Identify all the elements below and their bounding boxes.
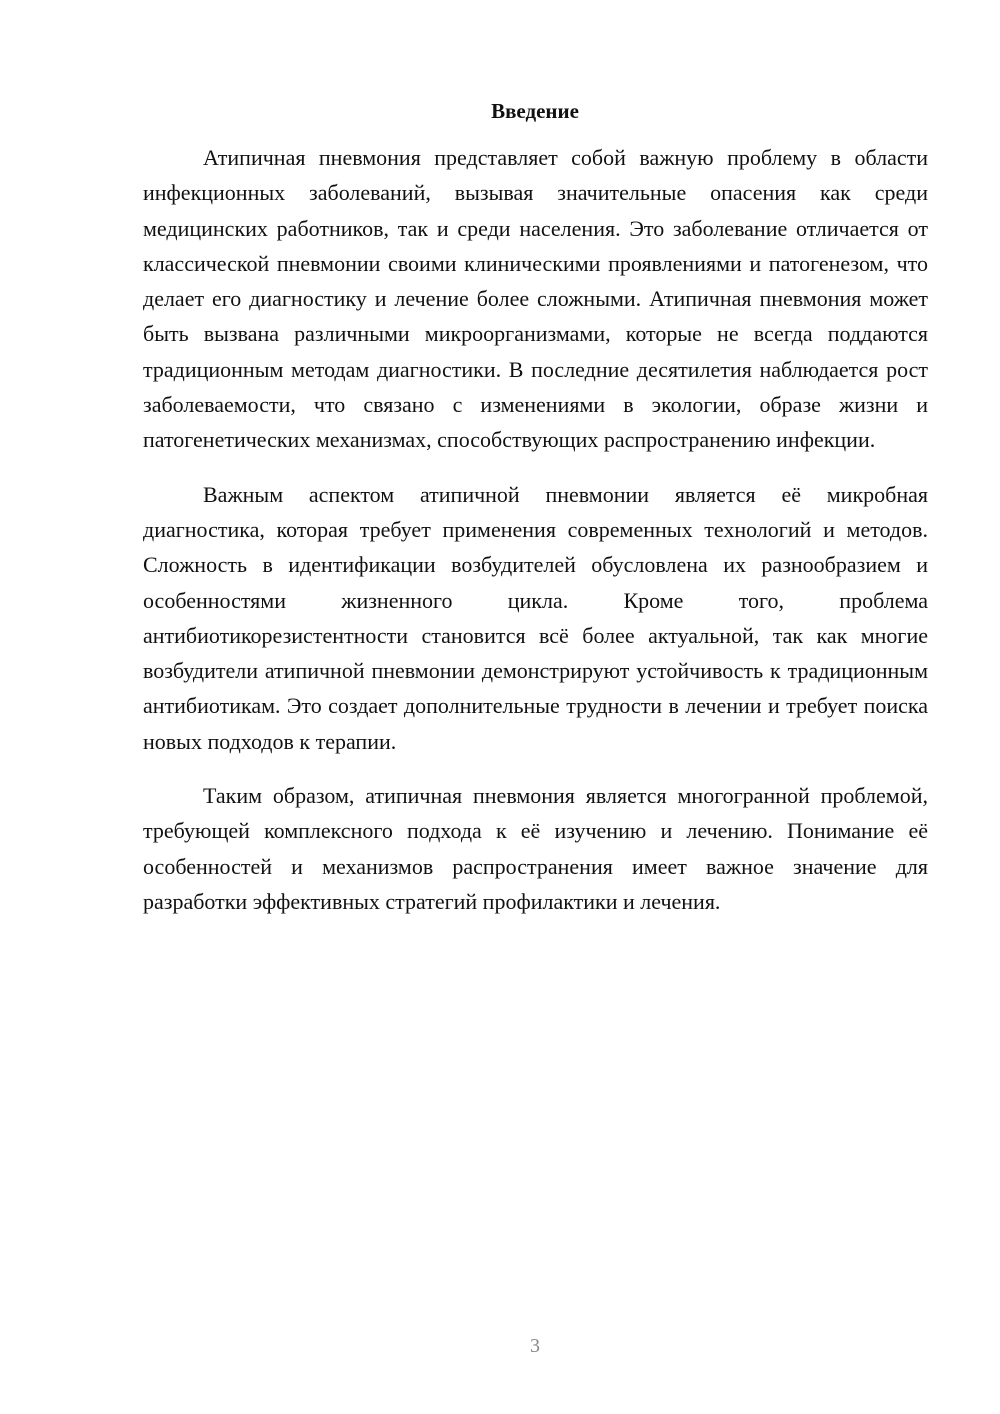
section-heading: Введение [491,99,579,123]
paragraph-2: Важным аспектом атипичной пневмонии является её микробная диагностика, которая требует применения современных технологий и методов. Сложность в идентификации возбудителей обусловлена их разнообразием и особенностями жизненного цикла. Кроме того, проблема антибиотикорезистентности становится всё более актуальной, так как многие возбудители атипичной пневмонии демонстрируют устойчивость к традиционным антибиотикам. Это создает дополнительные трудности в лечении и требует поиска новых подходов к терапии. [143,481,928,754]
page-number: 3 [530,1335,540,1357]
body-text [143,140,928,938]
paragraph-3: Таким образом, атипичная пневмония является многогранной проблемой, требующей комплексного подхода к её изучению и лечению. Понимание её особенностей и механизмов распространения имеет важное значение для разработки эффективных стратегий профилактики и лечения. [143,783,928,914]
paragraph-1: Атипичная пневмония представляет собой важную проблему в области инфекционных заболеваний, вызывая значительные опасения как среди медицинских работников, так и среди населения. Это заболевание отличается от классической пневмонии своими клиническими проявлениями и патогенезом, что делает его диагностику и лечение более сложными. Атипичная пневмония может быть вызвана различными микроорганизмами, которые не всегда поддаются традиционным методам диагностики. В последние десятилетия наблюдается рост заболеваемости, что связано с изменениями в экологии, образе жизни и патогенетических механизмах, способствующих распространению инфекции. [143,145,928,453]
